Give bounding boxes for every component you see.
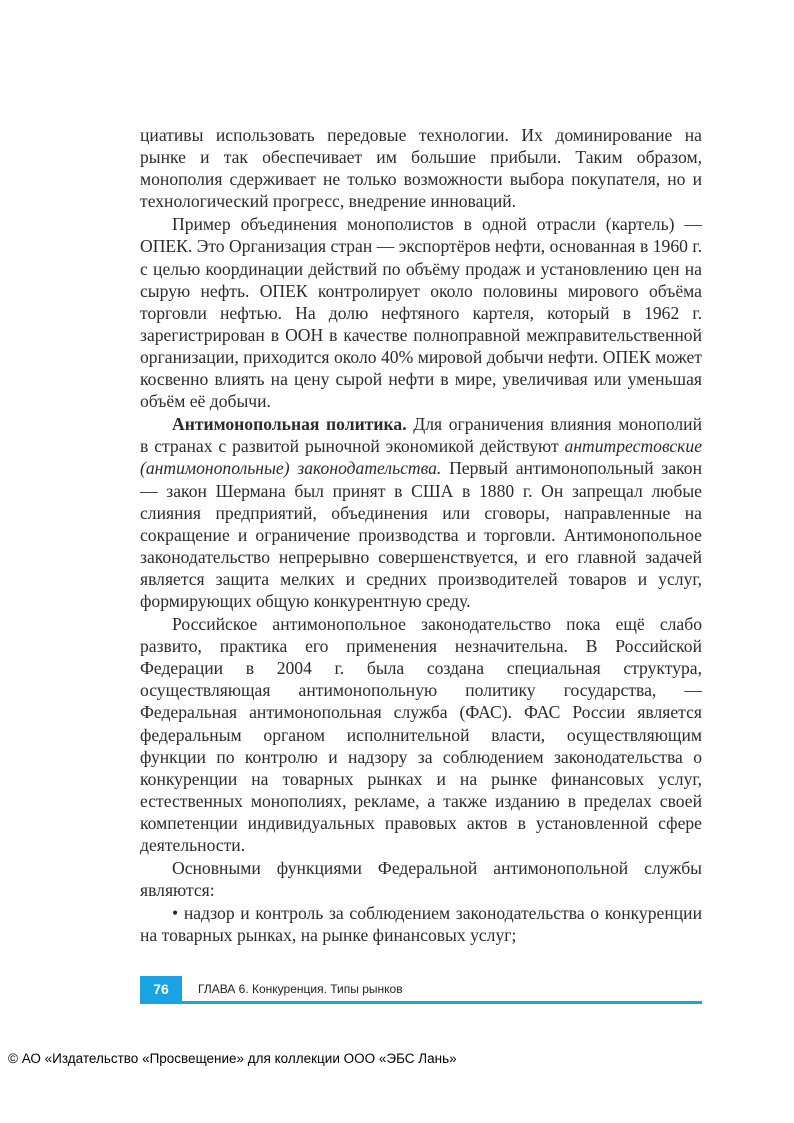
paragraph-2: Пример объединения монополистов в одной отрасли (картель) — ОПЕК. Это Организация стран — экспортёров нефти, основанная в 1960 г. с целью координации действий по объёму продаж и установлению цен на сырую нефть. ОПЕК контролирует около половины мирового объёма торговли нефтью. На долю нефтяного картеля, который в 1962 г. зарегистрирован в ООН в качестве полноправной межправительственной организации, приходится около 40% мировой добычи нефти. ОПЕК может косвенно влиять на цену сырой нефти в мире, увеличивая или уменьшая объём её добычи. (140, 214, 702, 412)
paragraph-3-text-a: Для ограничения влияния монополий в странах с развитой рыночной экономикой действуют (140, 414, 702, 457)
paragraph-3-italic-term: антитрестовские (антимонопольные) законодательства. (140, 436, 702, 479)
paragraph-1: циативы использовать передовые технологии. Их доминирование на рынке и так обеспечивает им большие прибыли. Таким образом, монополия сдерживает не только возможности выбора покупателя, но и технологический прогресс, внедрение инноваций. (140, 125, 702, 212)
footer-divider (140, 1001, 702, 1004)
paragraph-3-text-b: Первый антимонопольный закон — закон Шермана был принят в США в 1880 г. Он запрещал любые слияния предприятий, объединения или сговоры, направленные на сокращение и ограничение производства и торговли. Антимонопольное законодательство непрерывно совершенствуется, и его главной задачей является защита мелких и средних производителей товаров и услуг, формирующих общую конкурентную среду. (140, 458, 702, 611)
chapter-title: ГЛАВА 6. Конкуренция. Типы рынков (198, 982, 403, 996)
paragraph-5: Основными функциями Федеральной антимонопольной службы являются: (140, 858, 702, 901)
paragraph-3 (140, 413, 702, 612)
page-footer (140, 976, 702, 1004)
paragraph-4: Российское антимонопольное законодательство пока ещё слабо развито, практика его применения незначительна. В Российской Федерации в 2004 г. была создана специальная структура, осуществляющая антимонопольную политику государства, — Федеральная антимонопольная служба (ФАС). ФАС России является федеральным органом исполнительной власти, осуществляющим функции по контролю и надзору за соблюдением законодательства о конкуренции на товарных рынках и на рынке финансовых услуг, естественных монополиях, рекламе, а также изданию в пределах своей компетенции индивидуальных правовых актов в установленной сфере деятельности. (140, 614, 702, 855)
list-item: • надзор и контроль за соблюдением законодательства о конкуренции на товарных рынках, на рынке финансовых услуг; (140, 903, 702, 946)
main-text (140, 124, 702, 947)
page-number: 76 (140, 976, 182, 1002)
section-heading-antimonopoly: Антимонопольная политика. (172, 414, 407, 435)
copyright-notice: © АО «Издательство «Просвещение» для коллекции ООО «ЭБС Лань» (8, 1051, 457, 1066)
